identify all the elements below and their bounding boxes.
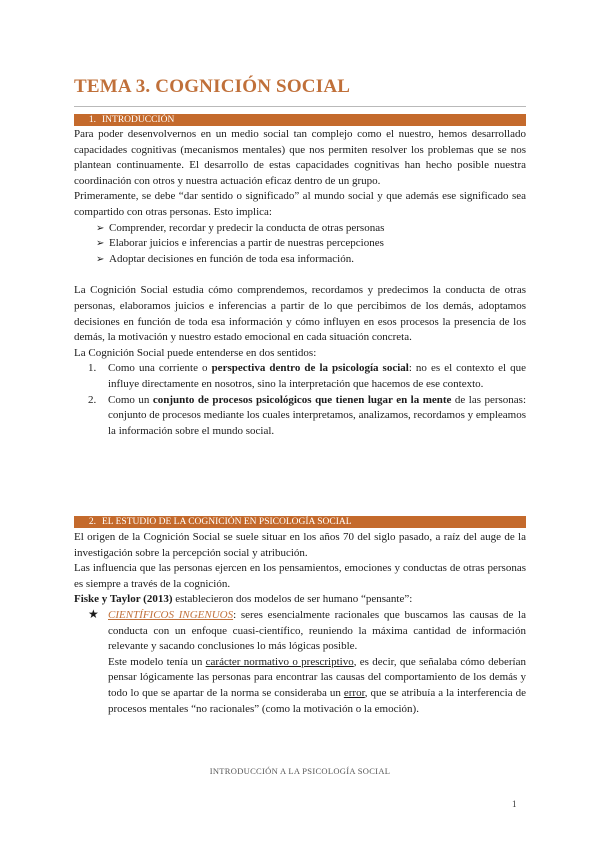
arrow-bullet-icon: ➢ — [96, 238, 105, 250]
page-title: TEMA 3. COGNICIÓN SOCIAL — [74, 76, 351, 97]
sentidos-list — [74, 361, 526, 439]
paragraph: Las influencia que las personas ejercen en los pensamientos, emociones y conductas de otras personas es siempre a través de la cognición. — [74, 562, 526, 590]
modelos-list — [74, 608, 526, 717]
list-item — [96, 236, 526, 252]
star-icon: ★ — [88, 606, 99, 621]
section-label: INTRODUCCIÓN — [102, 115, 175, 125]
text: seres esencialmente racionales que buscamos las causas de la conducta con un enfoque cuasi-científico, reuniendo la máxima cantidad de información relevante y sacando conclusiones lo más lógicas posible. — [108, 608, 526, 653]
list-item — [88, 393, 526, 440]
text: , es decir, que señalaba cómo deberían pensar lógicamente las personas para encontrar las causas del comportamiento de los demás y todo lo que se apartar de la norma se consideraba un — [108, 655, 526, 699]
arrow-bullet-icon: ➢ — [96, 253, 105, 265]
section-heading-estudio — [74, 516, 526, 528]
list-item — [88, 361, 526, 392]
bold-text: conjunto de procesos psicológicos que tienen lugar en la mente — [152, 393, 452, 406]
paragraph — [108, 655, 526, 717]
section-heading-introduccion — [74, 114, 526, 126]
paragraph: La Cognición Social estudia cómo comprendemos, recordamos y predecimos la conducta de otras personas, elaboramos juicios e inferencias a partir de lo que percibimos de los demás, adoptamos decisiones en función de toda esa información y cómo influyen en esos procesos la presencia de los demás, la motivación y nuestro estado emocional en cada situación concreta. — [74, 284, 526, 344]
bold-text: perspectiva dentro de la psicología social — [211, 362, 409, 375]
text: Este modelo tenía un — [108, 655, 206, 668]
text: , que se atribuía a la interferencia de procesos mentales “no racionales” (como la motivación o la emoción). — [108, 686, 526, 715]
list-item — [88, 608, 526, 717]
section-number: 1. — [88, 115, 96, 125]
section-1-body — [74, 127, 526, 439]
list-item — [96, 252, 526, 268]
arrow-bullet-icon: ➢ — [96, 222, 105, 234]
paragraph: Para poder desenvolvernos en un medio social tan complejo como el nuestro, hemos desarrollado capacidades cognitivas (mecanismos mentales) que nos permiten resolver los problemas que se nos plantean continuamente. El desarrollo de estas capacidades cognitivas han hecho posible nuestra coordinación con otros y nuestra actuación eficaz dentro de un grupo. — [74, 128, 526, 187]
paragraph: Primeramente, se debe “dar sentido o significado” al mundo social y que además ese significado sea compartido con otras personas. Esto implica: — [74, 190, 526, 218]
text: : no es el contexto el que influye directamente en nosotros, sino la interpretación que hacemos de ese contexto. — [108, 362, 526, 390]
list-item — [96, 221, 526, 237]
implica-list — [74, 221, 526, 268]
page-footer: INTRODUCCIÓN A LA PSICOLOGÍA SOCIAL — [209, 766, 391, 776]
underlined-text: error — [343, 686, 365, 699]
text: establecieron dos modelos de ser humano “pensante”: — [172, 593, 413, 606]
list-item-text: Elaborar juicios e inferencias a partir de nuestras percepciones — [109, 237, 384, 250]
page-number: 1 — [512, 799, 517, 809]
underlined-text: carácter normativo o prescriptivo — [205, 655, 354, 668]
list-marker: 2. — [88, 393, 97, 406]
section-label: EL ESTUDIO DE LA COGNICIÓN EN PSICOLOGÍA SOCIAL — [102, 517, 352, 527]
model-name: CIENTÍFICOS INGENUOS — [108, 608, 234, 621]
title-divider — [74, 106, 526, 107]
paragraph: El origen de la Cognición Social se suele situar en los años 70 del siglo pasado, a raíz del auge de la investigación sobre la percepción social y atribución. — [74, 531, 526, 559]
text: : — [233, 608, 237, 621]
text: de las personas: conjunto de procesos mediante los cuales interpretamos, analizamos, recordamos y empleamos la información sobre el mundo social. — [108, 393, 526, 437]
section-2-body — [74, 530, 526, 717]
text: Como una corriente o — [108, 362, 212, 375]
section-number: 2. — [88, 517, 96, 527]
list-item-text: Adoptar decisiones en función de toda esa información. — [109, 252, 354, 265]
citation: Fiske y Taylor (2013) — [74, 593, 173, 606]
paragraph: La Cognición Social puede entenderse en dos sentidos: — [74, 346, 317, 359]
list-marker: 1. — [88, 362, 97, 375]
list-item-text: Comprender, recordar y predecir la conducta de otras personas — [109, 221, 385, 234]
paragraph — [74, 592, 526, 608]
text: Como un — [108, 393, 153, 406]
